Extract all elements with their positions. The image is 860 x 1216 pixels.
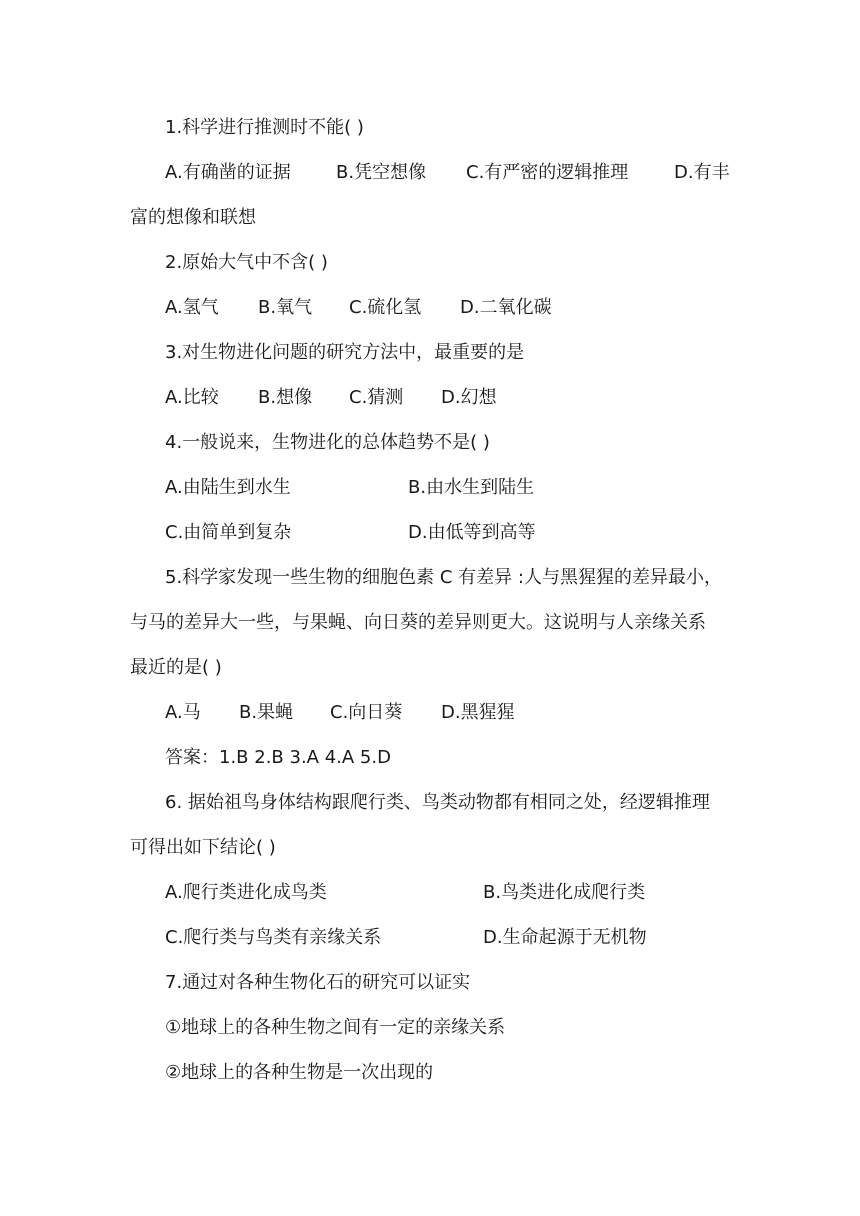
question-5-stem-line3: 最近的是( ) bbox=[130, 657, 222, 678]
q6-option-c: C.爬行类与鸟类有亲缘关系 bbox=[165, 927, 382, 948]
q5-option-b: B.果蝇 bbox=[239, 702, 294, 723]
q1-option-d: D.有丰 bbox=[674, 162, 730, 183]
q6-option-d: D.生命起源于无机物 bbox=[483, 927, 647, 948]
question-7-item-2: ②地球上的各种生物是一次出现的 bbox=[165, 1062, 434, 1083]
q2-option-a: A.氢气 bbox=[165, 297, 219, 318]
question-1-options bbox=[165, 161, 730, 185]
question-2-options bbox=[165, 296, 552, 320]
q2-option-c: C.硫化氢 bbox=[349, 297, 422, 318]
q3-option-d: D.幻想 bbox=[441, 387, 497, 408]
question-5-options bbox=[165, 701, 515, 725]
question-4-options-row1 bbox=[165, 476, 534, 500]
q1-option-a: A.有确凿的证据 bbox=[165, 162, 291, 183]
q3-option-c: C.猜测 bbox=[349, 387, 404, 408]
q5-option-c: C.向日葵 bbox=[330, 702, 403, 723]
question-7-stem: 7.通过对各种生物化石的研究可以证实 bbox=[165, 972, 471, 993]
q1-option-d-continued: 富的想像和联想 bbox=[130, 207, 256, 228]
question-1-stem: 1.科学进行推测时不能( ) bbox=[165, 117, 364, 138]
q5-option-a: A.马 bbox=[165, 702, 201, 723]
question-6-stem-line1: 6. 据始祖鸟身体结构跟爬行类、鸟类动物都有相同之处，经逻辑推理 bbox=[165, 792, 710, 813]
q2-option-d: D.二氧化碳 bbox=[460, 297, 552, 318]
question-6-options-row2 bbox=[165, 926, 647, 950]
q4-option-b: B.由水生到陆生 bbox=[408, 477, 535, 498]
q3-option-b: B.想像 bbox=[258, 387, 313, 408]
question-3-stem: 3.对生物进化问题的研究方法中，最重要的是 bbox=[165, 342, 525, 363]
q1-option-b: B.凭空想像 bbox=[336, 162, 427, 183]
question-5-stem-line1: 5.科学家发现一些生物的细胞色素 C 有差异 :人与黑猩猩的差异最小， bbox=[165, 567, 722, 588]
q4-option-c: C.由简单到复杂 bbox=[165, 522, 292, 543]
question-6-stem-line2: 可得出如下结论( ) bbox=[130, 837, 276, 858]
question-6-options-row1 bbox=[165, 881, 645, 905]
q6-option-a: A.爬行类进化成鸟类 bbox=[165, 882, 327, 903]
q6-option-b: B.鸟类进化成爬行类 bbox=[483, 882, 646, 903]
question-7-item-1: ①地球上的各种生物之间有一定的亲缘关系 bbox=[165, 1017, 506, 1038]
q3-option-a: A.比较 bbox=[165, 387, 219, 408]
question-4-stem: 4.一般说来，生物进化的总体趋势不是( ) bbox=[165, 432, 490, 453]
answer-key: 答案：1.B 2.B 3.A 4.A 5.D bbox=[165, 747, 391, 768]
q1-option-c: C.有严密的逻辑推理 bbox=[466, 162, 629, 183]
question-4-options-row2 bbox=[165, 521, 536, 545]
q4-option-a: A.由陆生到水生 bbox=[165, 477, 291, 498]
q2-option-b: B.氧气 bbox=[258, 297, 313, 318]
question-3-options bbox=[165, 386, 497, 410]
question-2-stem: 2.原始大气中不含( ) bbox=[165, 252, 328, 273]
q5-option-d: D.黑猩猩 bbox=[441, 702, 515, 723]
question-5-stem-line2: 与马的差异大一些，与果蝇、向日葵的差异则更大。这说明与人亲缘关系 bbox=[130, 612, 706, 633]
q4-option-d: D.由低等到高等 bbox=[408, 522, 536, 543]
